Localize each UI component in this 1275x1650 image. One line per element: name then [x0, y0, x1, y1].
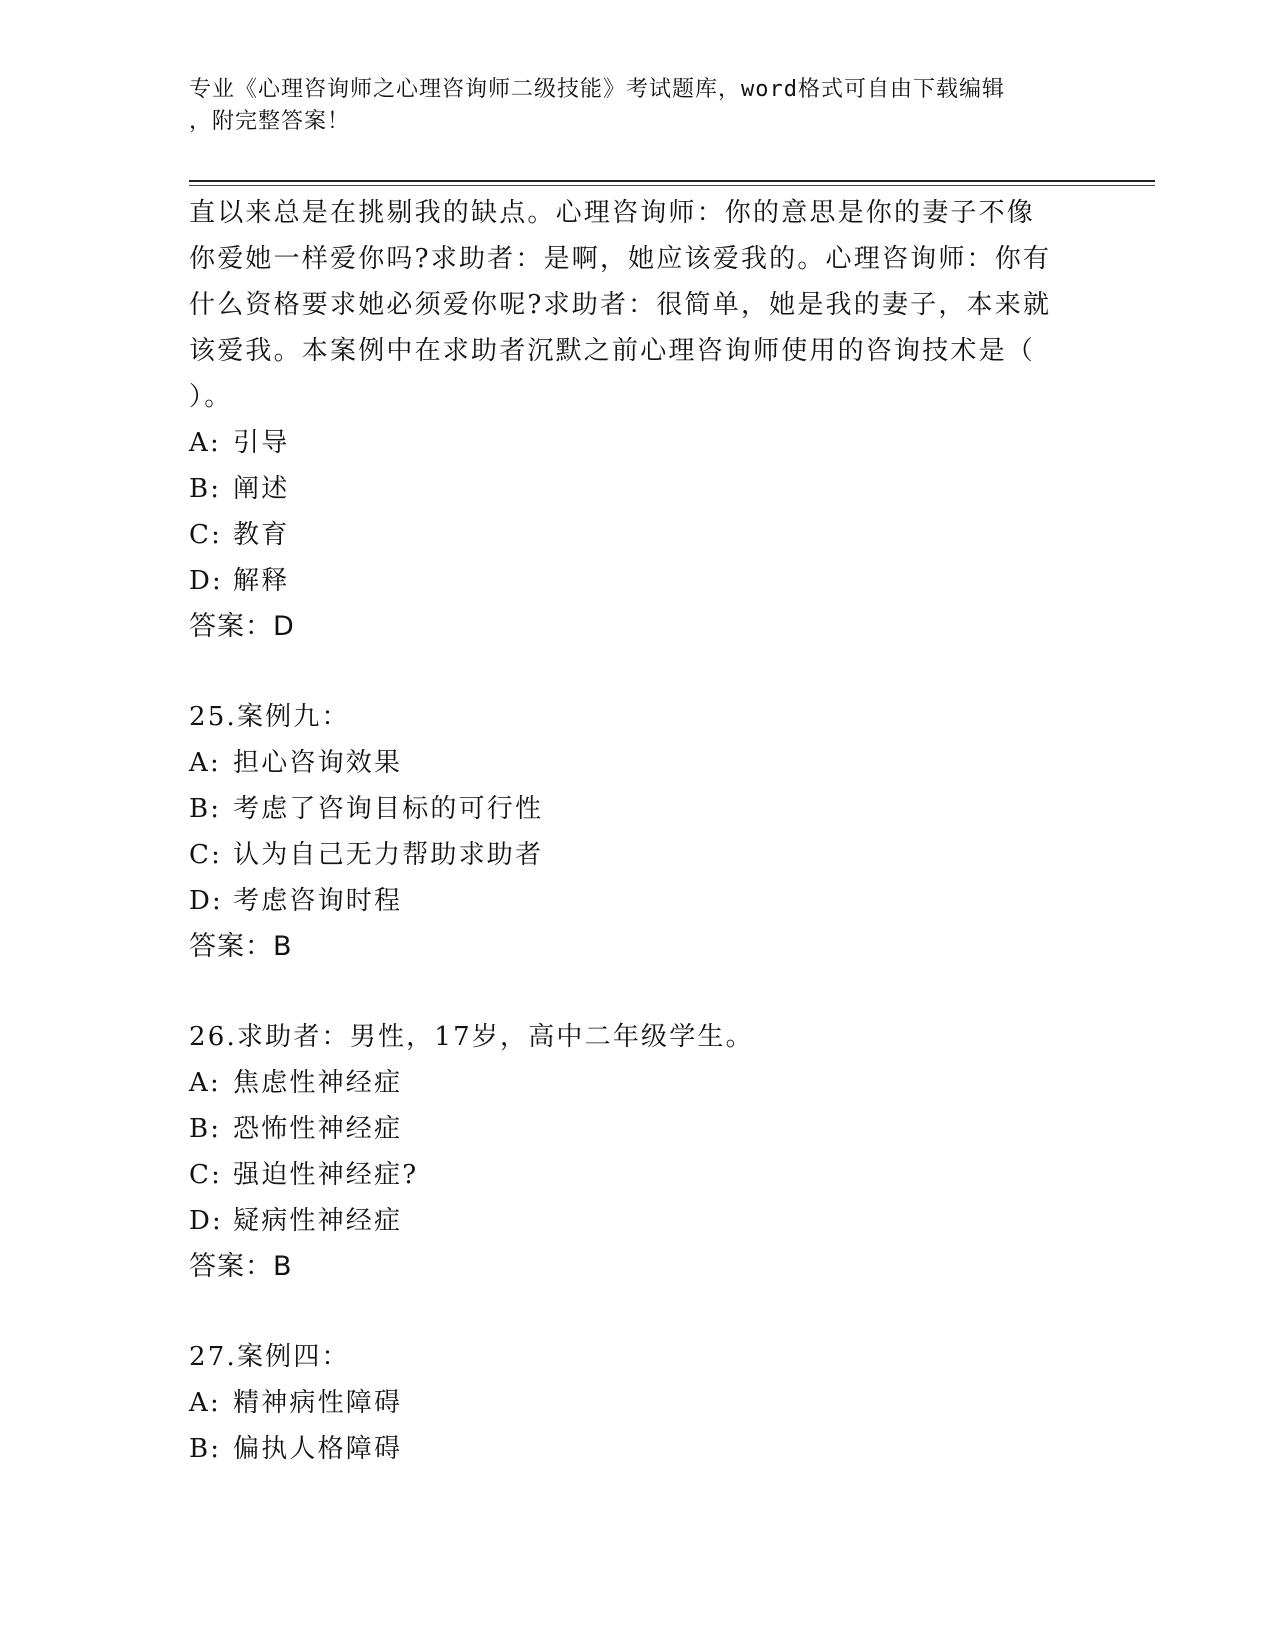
option-d: [189, 558, 1089, 604]
header-rule-thick: [189, 180, 1155, 182]
header-title-line-1: 专业《心理咨询师之心理咨询师二级技能》考试题库，word格式可自由下载编辑: [189, 77, 1005, 102]
question-27: [189, 1334, 1089, 1472]
option-text: 考虑了咨询目标的可行性: [233, 794, 544, 824]
option-a: [189, 1380, 1089, 1426]
option-letter: B:: [189, 474, 222, 504]
option-b: [189, 466, 1089, 512]
document-header: [189, 74, 1069, 138]
option-letter: C:: [189, 840, 223, 870]
header-rule-thin: [189, 185, 1155, 186]
question-stem: 27.案例四：: [189, 1342, 350, 1372]
option-letter: A:: [189, 428, 221, 458]
option-letter: D:: [189, 886, 224, 916]
option-letter: B:: [189, 1434, 222, 1464]
option-c: [189, 512, 1089, 558]
option-a: [189, 740, 1089, 786]
question-26: [189, 1014, 1089, 1290]
option-b: [189, 1426, 1089, 1472]
option-text: 教育: [233, 520, 290, 550]
option-text: 偏执人格障碍: [233, 1434, 403, 1464]
option-d: [189, 1198, 1089, 1244]
option-letter: D:: [189, 566, 224, 596]
option-c: [189, 832, 1089, 878]
question-25: [189, 694, 1089, 970]
header-title-line-2: ，附完整答案！: [189, 109, 351, 134]
option-letter: B:: [189, 1114, 222, 1144]
option-letter: C:: [189, 520, 223, 550]
question-gap: [189, 650, 1089, 694]
question-stem-line: 该爱我。本案例中在求助者沉默之前心理咨询师使用的咨询技术是（: [189, 336, 1036, 366]
answer-label: 答案：B: [189, 1251, 293, 1282]
option-text: 引导: [233, 428, 290, 458]
option-text: 恐怖性神经症: [233, 1114, 403, 1144]
option-a: [189, 420, 1089, 466]
option-letter: A:: [189, 1068, 221, 1098]
option-c: [189, 1152, 1089, 1198]
question-gap: [189, 970, 1089, 1014]
option-text: 解释: [233, 566, 290, 596]
question-stem-line: 你爱她一样爱你吗?求助者：是啊，她应该爱我的。心理咨询师：你有: [189, 244, 1052, 274]
option-letter: B:: [189, 794, 222, 824]
option-text: 担心咨询效果: [233, 748, 403, 778]
question-stem-line: ）。: [189, 382, 233, 412]
option-b: [189, 1106, 1089, 1152]
option-letter: D:: [189, 1206, 224, 1236]
option-text: 焦虑性神经症: [233, 1068, 403, 1098]
option-letter: A:: [189, 1388, 221, 1418]
answer-label: 答案：D: [189, 611, 295, 642]
question-stem: 26.求助者：男性，17岁，高中二年级学生。: [189, 1022, 754, 1052]
option-text: 阐述: [233, 474, 290, 504]
option-b: [189, 786, 1089, 832]
option-text: 考虑咨询时程: [233, 886, 403, 916]
option-text: 精神病性障碍: [233, 1388, 403, 1418]
question-gap: [189, 1290, 1089, 1334]
answer-label: 答案：B: [189, 931, 293, 962]
option-a: [189, 1060, 1089, 1106]
option-text: 认为自己无力帮助求助者: [233, 840, 544, 870]
option-d: [189, 878, 1089, 924]
option-text: 疑病性神经症: [233, 1206, 403, 1236]
question-stem: 25.案例九：: [189, 702, 350, 732]
question-stem-line: 什么资格要求她必须爱你呢?求助者：很简单，她是我的妻子，本来就: [189, 290, 1052, 320]
option-text: 强迫性神经症?: [233, 1160, 419, 1190]
option-letter: C:: [189, 1160, 223, 1190]
option-letter: A:: [189, 748, 221, 778]
question-stem-line: 直以来总是在挑剔我的缺点。心理咨询师：你的意思是你的妻子不像: [189, 198, 1036, 228]
question-24: [189, 190, 1089, 650]
question-list: [189, 190, 1089, 1472]
